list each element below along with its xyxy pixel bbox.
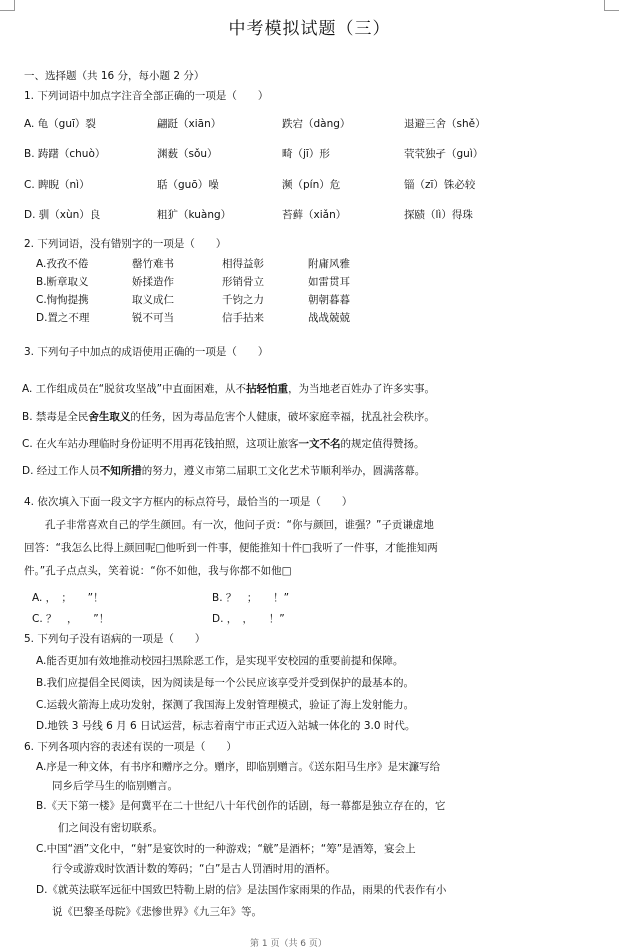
- question-3-stem: 3. 下列句子中加点的成语使用正确的一项是（ ）: [24, 346, 269, 358]
- q2-word: A.孜孜不倦: [36, 258, 89, 270]
- q1-option: 渊薮（sǒu）: [157, 148, 218, 160]
- q1-option: 畸（jī）形: [282, 148, 330, 160]
- question-5-option-c: C.运载火箭海上成功发射，探测了我国海上发射管理模式，验证了海上发射能力。: [36, 699, 415, 711]
- question-4-option-a: A. ， ； ”！: [32, 592, 104, 604]
- question-3-option-a: [22, 382, 435, 396]
- question-4-option-d: D. ， ， ！”: [212, 613, 285, 625]
- q2-word: D.置之不理: [36, 312, 90, 324]
- page-title: 中考模拟试题（三）: [228, 19, 391, 39]
- option-text: ，为当地老百姓办了许多实事。: [288, 383, 436, 395]
- question-2-stem: 2. 下列词语，没有错别字的一项是（ ）: [24, 238, 227, 250]
- q1-option: 跌宕（dàng）: [282, 118, 351, 130]
- question-6-option-b: B.《天下第一楼》是何冀平在二十世纪八十年代创作的话剧，每一幕都是独立存在的，它: [36, 800, 446, 812]
- question-3-option-c: [22, 437, 425, 451]
- q2-word: 锐不可当: [132, 312, 174, 324]
- question-6-option-a: A.序是一种文体，有书序和赠序之分。赠序，即临别赠言。《送东阳马生序》是宋濂写给: [36, 761, 441, 773]
- question-6-option-c-cont: 行令或游戏时饮酒计数的筹码；“白”是古人罚酒时用的酒杯。: [52, 863, 336, 875]
- q2-word: 朝朝暮暮: [308, 294, 350, 306]
- q2-word: 罄竹难书: [132, 258, 174, 270]
- q2-word: 如雷贯耳: [308, 276, 350, 288]
- question-6-stem: 6. 下列各项内容的表述有误的一项是（ ）: [24, 741, 237, 753]
- q1-option: 退避三舍（shě）: [404, 118, 486, 130]
- q1-option: 粗犷（kuàng）: [157, 209, 232, 221]
- q1-option: 聒（guō）噪: [157, 179, 219, 191]
- question-2-row-b: [36, 275, 436, 289]
- question-4-stem: 4. 依次填入下面一段文字方框内的标点符号，最恰当的一项是（ ）: [24, 496, 353, 508]
- q2-word: 附庸风雅: [308, 258, 350, 270]
- question-5-option-b: B.我们应提倡全民阅读，因为阅读是每一个公民应该享受并受到保护的最基本的。: [36, 677, 415, 689]
- question-5-option-a: A.能否更加有效地推动校园扫黑除恶工作，是实现平安校园的重要前提和保障。: [36, 655, 404, 667]
- question-6-option-b-cont: 们之间没有密切联系。: [58, 822, 163, 834]
- dotted-idiom: 一文不名: [298, 438, 341, 450]
- option-text: C. 在火车站办理临时身份证明不用再花钱拍照，这项让旅客: [22, 438, 299, 450]
- question-6-option-c: C.中国“酒”文化中，“射”是宴饮时的一种游戏；“觥”是酒杯；“筹”是酒筹，宴会上: [36, 843, 416, 855]
- page-corner-mark-right: [604, 0, 619, 11]
- question-4-passage-line: 回答：“我怎么比得上颜回呢□他听到一件事，便能推知十件□我听了一件事，才能推知两: [24, 542, 438, 554]
- q1-option: 茕茕独孑（guì）: [404, 148, 484, 160]
- question-1-row-d: [24, 208, 604, 222]
- q1-option: C. 睥睨（nì）: [24, 179, 90, 191]
- q2-word: 相得益彰: [222, 258, 264, 270]
- question-1-row-c: [24, 178, 604, 192]
- option-text: B. 禁毒是全民: [22, 411, 89, 423]
- question-4-passage-line: 件。”孔子点点头，笑着说：“你不如他，我与你都不如他□: [24, 565, 292, 577]
- option-text: 的任务，因为毒品危害个人健康，破坏家庭幸福，扰乱社会秩序。: [130, 411, 435, 423]
- page-footer: 第 1 页（共 6 页）: [250, 939, 327, 949]
- question-6-option-a-cont: 同乡后学马生的临别赠言。: [52, 780, 178, 792]
- q2-word: B.断章取义: [36, 276, 89, 288]
- q1-option: 探赜（lì）得珠: [404, 209, 473, 221]
- question-5-option-d: D.地铁 3 号线 6 月 6 日试运营，标志着南宁市正式迈入站城一体化的 3.0 时代。: [36, 720, 416, 732]
- q2-word: C.恂恂提携: [36, 294, 89, 306]
- q1-option: D. 驯（xùn）良: [24, 209, 101, 221]
- q2-word: 取义成仁: [132, 294, 174, 306]
- section-heading: 一、选择题（共 16 分，每小题 2 分）: [24, 70, 205, 82]
- question-1-row-a: [24, 117, 604, 131]
- question-1-stem: 1. 下列词语中加点字注音全部正确的一项是（ ）: [24, 90, 269, 102]
- q2-word: 形销骨立: [222, 276, 264, 288]
- question-6-option-d-cont: 说《巴黎圣母院》《悲惨世界》《九三年》等。: [52, 906, 262, 918]
- dotted-idiom: 不知所措: [99, 465, 142, 477]
- dotted-idiom: 拈轻怕重: [246, 383, 289, 395]
- q1-option: B. 踌躇（chuò）: [24, 148, 106, 160]
- page-corner-mark-left: [0, 0, 15, 11]
- question-6-option-d: D.《就英法联军远征中国致巴特勒上尉的信》是法国作家雨果的作品，雨果的代表作有小: [36, 884, 447, 896]
- q2-word: 战战兢兢: [308, 312, 350, 324]
- option-text: A. 工作组成员在“脱贫攻坚战”中直面困难，从不: [22, 383, 247, 395]
- question-2-row-d: [36, 311, 436, 325]
- q1-option: 翩跹（xiān）: [157, 118, 222, 130]
- question-1-row-b: [24, 147, 604, 161]
- q1-option: 锱（zī）铢必较: [404, 179, 476, 191]
- question-4-passage-line: 孔子非常喜欢自己的学生颜回。有一次，他问子贡：“你与颜回，谁强？”子贡谦虚地: [24, 519, 434, 531]
- question-4-option-b: B. ？ ； ！”: [212, 592, 290, 604]
- q2-word: 信手拈来: [222, 312, 264, 324]
- question-3-option-b: [22, 410, 435, 424]
- q2-word: 娇揉造作: [132, 276, 174, 288]
- question-2-row-c: [36, 293, 436, 307]
- question-4-option-c: C. ？ ， ”！: [32, 613, 110, 625]
- q1-option: 濒（pín）危: [282, 179, 341, 191]
- q2-word: 千钧之力: [222, 294, 264, 306]
- question-5-stem: 5. 下列句子没有语病的一项是（ ）: [24, 633, 206, 645]
- dotted-idiom: 舍生取义: [88, 411, 131, 423]
- question-2-row-a: [36, 257, 436, 271]
- option-text: 的努力，遵义市第二届职工文化艺术节顺利举办，圆满落幕。: [141, 465, 426, 477]
- q1-option: 苔藓（xiǎn）: [282, 209, 347, 221]
- question-3-option-d: [22, 464, 425, 478]
- option-text: D. 经过工作人员: [22, 465, 100, 477]
- option-text: 的规定值得赞扬。: [340, 438, 425, 450]
- q1-option: A. 龟（guī）裂: [24, 118, 96, 130]
